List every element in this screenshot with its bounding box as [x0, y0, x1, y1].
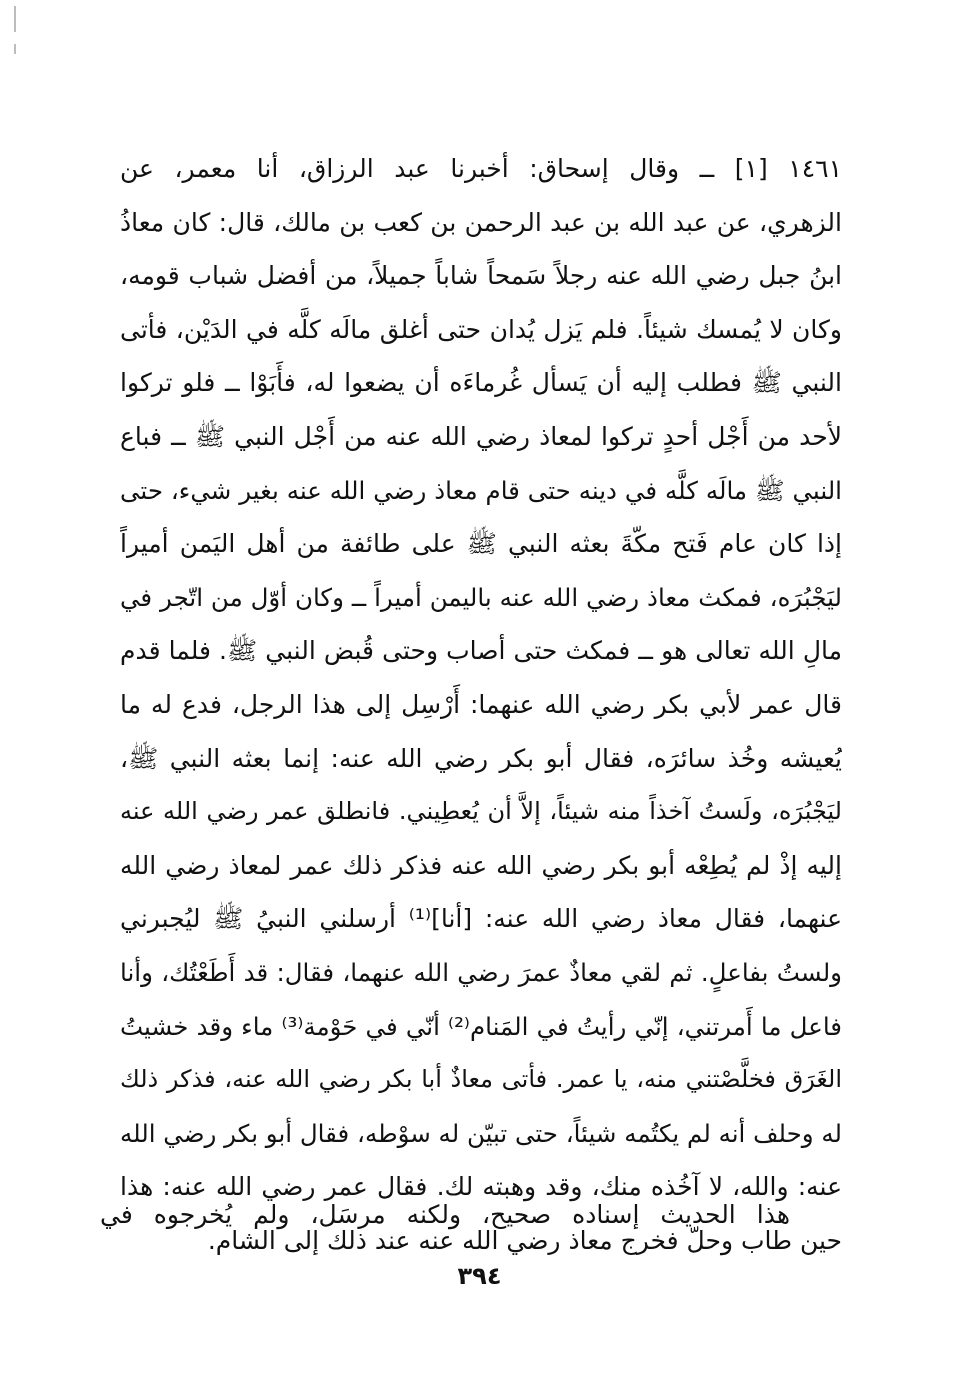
text-line: الغَرَق فخلَّصْتني منه، يا عمر. فأتى معاذٌ أبا بكر رضي الله عنه، فذكر ذلك [120, 1065, 842, 1094]
text-line: لأحد من أَجْل أحدٍ تركوا لمعاذ رضي الله عنه من أَجْل النبي ﷺ ــ فباع [120, 421, 842, 451]
text-line: ليَجْبُرَه، فمكث معاذ رضي الله عنه باليمن أميراً ــ وكان أوّل من اتّجر في [120, 582, 842, 612]
text-line: النبي ﷺ فطلب إليه أن يَسأل غُرماءَه أن يضعوا له، فأَبَوْا ــ فلو تركوا [120, 368, 842, 398]
text-line: وكان لا يُمسك شيئاً. فلم يَزل يُدان حتى أغلق مالَه كلَّه في الدَيْن، فأتى [120, 314, 842, 344]
text-line: له وحلف أنه لم يكتُمه شيئاً، حتى تبيّن له سوْطه، فقال أبو بكر رضي الله [120, 1118, 842, 1148]
text-line: قال عمر لأبي بكر رضي الله عنهما: أَرْسِل إلى هذا الرجل، فدع له ما [120, 689, 842, 719]
text-line: فاعل ما أَمرتني، إنّي رأيتُ في المَنام⁽²⁾ أنّي في حَوْمة⁽³⁾ ماء وقد خشيتُ [120, 1011, 842, 1041]
scan-edge-mark [14, 6, 16, 32]
text-line: النبي ﷺ مالَه كلَّه في دينه حتى قام معاذ رضي الله عنه بغير شيء، حتى [120, 475, 842, 505]
text-line: الزهري، عن عبد الله بن عبد الرحمن بن كعب بن مالك، قال: كان معاذُ [120, 207, 842, 237]
text-line: حين طاب وحلّ فخرج معاذ رضي الله عنه عند ذلك إلى الشام. [207, 1225, 842, 1255]
text-line: ابنُ جبل رضي الله عنه رجلاً سَمحاً شاباً جميلاً، من أفضل شباب قومه، [120, 261, 842, 291]
text-line: هذا الحديث إسناده صحيح، ولكنه مرسَل، ولم يُخرجوه في [100, 1200, 790, 1229]
text-line: عنه: والله، لا آخُذه منك، وقد وهبته لك. فقال عمر رضي الله عنه: هذا [120, 1172, 842, 1202]
hadith-paragraph [120, 142, 842, 1267]
text-line: إليه إذْ لم يُطِعْه أبو بكر رضي الله عنه فذكر ذلك عمر لمعاذ رضي الله [120, 850, 842, 880]
text-line: مالِ الله تعالى هو ــ فمكث حتى أصاب وحتى قُبض النبي ﷺ. فلما قدم [120, 636, 842, 666]
text-line: عنهما، فقال معاذ رضي الله عنه: [أنا]⁽¹⁾ أرسلني النبيُ ﷺ ليُجبرني [120, 904, 842, 934]
commentary-paragraph [100, 1188, 790, 1242]
text-line: إذا كان عام فَتح مكّةَ بعثه النبي ﷺ على طائفة من أهل اليَمن أميراً [120, 529, 842, 559]
text-line: ١٤٦١ [١] ــ وقال إسحاق: أخبرنا عبد الرزاق، أنا معمر، عن [120, 154, 842, 183]
page-number: ٣٩٤ [457, 1262, 502, 1290]
text-line: ليَجْبُرَه، ولَستُ آخذاً منه شيئاً، إلاَّ أن يُعطِيني. فانطلق عمر رضي الله عنه [120, 797, 842, 826]
scan-edge-mark [14, 44, 16, 54]
text-line: يُعيشه وخُذ سائرَه، فقال أبو بكر رضي الله عنه: إنما بعثه النبي ﷺ، [120, 743, 842, 773]
text-line: ولستُ بفاعلٍ. ثم لقي معاذٌ عمرَ رضي الله عنهما، فقال: قد أَطَعْتُك، وأنا [120, 957, 842, 987]
